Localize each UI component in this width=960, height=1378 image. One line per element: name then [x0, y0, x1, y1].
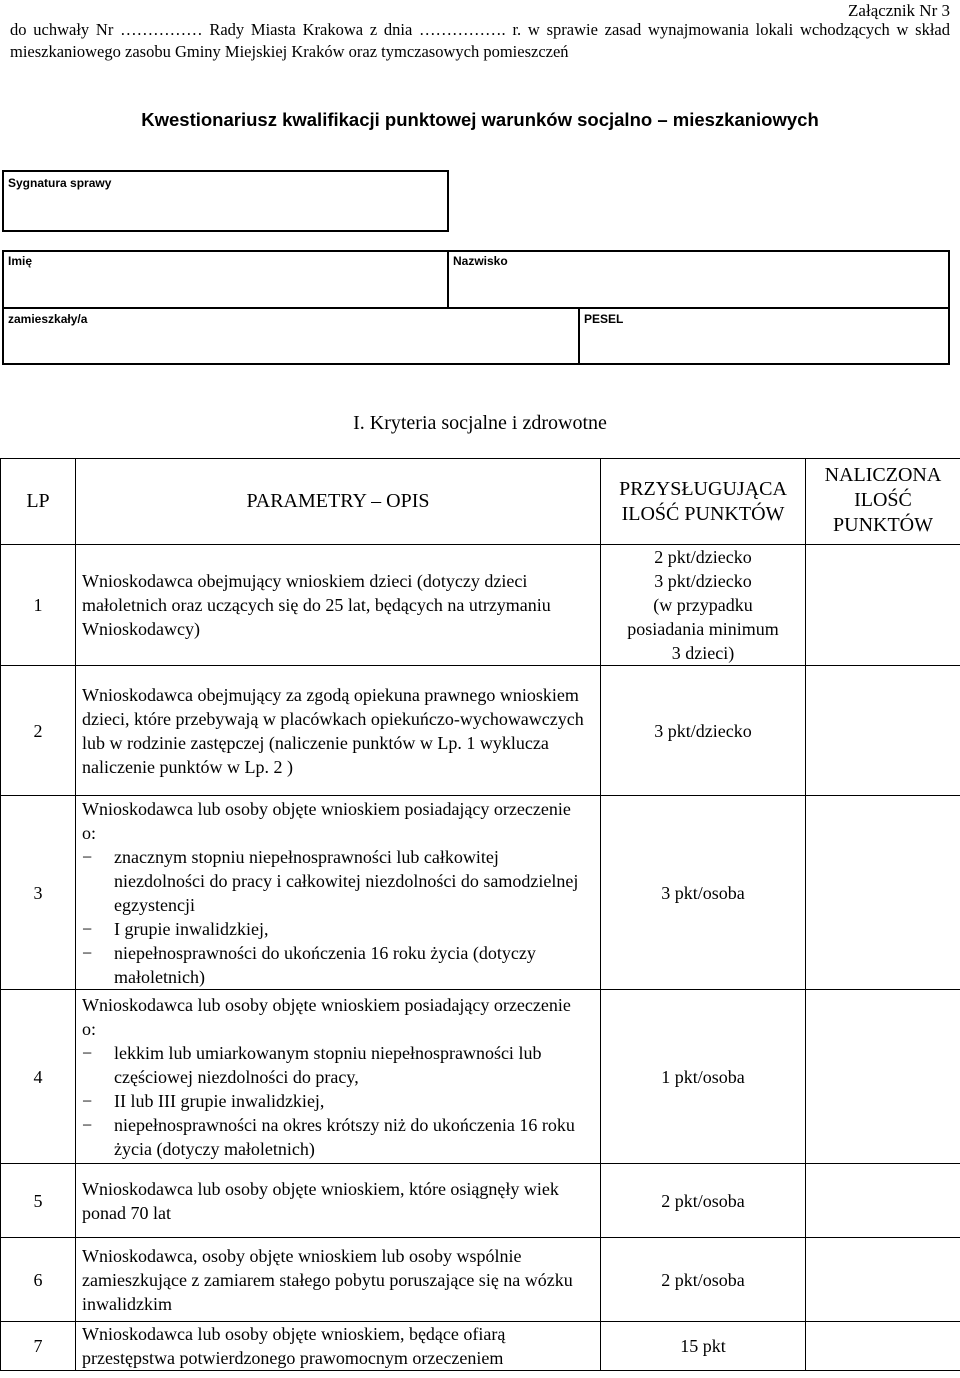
criterion-intro: Wnioskodawca obejmujący za zgodą opiekuna prawnego wnioskiem dzieci, które przebywają w placówkach opiekuńczo-wychowawczych lub w rodzinie zastępczej (naliczenie punktów w Lp. 1 wyklucza naliczenie punktów w Lp. 2 ) [82, 684, 584, 777]
criterion-description [76, 666, 601, 796]
criterion-item [82, 1113, 594, 1161]
criterion-item-text: znacznym stopniu niepełnosprawności lub całkowitej niezdolności do pracy i całkowitej niezdolności do samodzielnej egzystencji [114, 846, 579, 915]
points-line: 1 pkt/osoba [661, 1066, 745, 1087]
points-available [601, 1322, 806, 1371]
dash-bullet-icon: − [82, 918, 93, 939]
points-line: 2 pkt/dziecko [654, 547, 752, 567]
pesel-divider [578, 307, 580, 365]
table-row [1, 990, 960, 1164]
case-signature-label: Sygnatura sprawy [8, 176, 112, 190]
criterion-intro: Wnioskodawca obejmujący wnioskiem dzieci (dotyczy dzieci małoletnich oraz uczących się do 25 lat, będących na utrzymaniu Wnioskodawcy) [82, 571, 551, 639]
dash-bullet-icon: − [82, 1042, 93, 1063]
criterion-item-text: lekkim lub umiarkowanym stopniu niepełnosprawności lub częściowej niezdolności do pracy, [114, 1042, 542, 1087]
header-description: PARAMETRY – OPIS [76, 459, 601, 545]
header-lp: LP [1, 459, 76, 545]
table-row [1, 796, 960, 990]
points-line: (w przypadku [653, 595, 753, 615]
row-number: 3 [1, 796, 76, 990]
last-name-field[interactable] [451, 252, 947, 306]
criterion-item [82, 1089, 594, 1113]
row-number: 2 [1, 666, 76, 796]
criterion-item-text: niepełnosprawności do ukończenia 16 roku życia (dotyczy małoletnich) [114, 942, 536, 987]
points-line: 3 pkt/dziecko [654, 571, 752, 591]
attachment-number: Załącznik Nr 3 [848, 1, 950, 20]
criterion-intro: Wnioskodawca lub osoby objęte wnioskiem posiadający orzeczenie o: [82, 798, 571, 843]
criterion-intro: Wnioskodawca lub osoby objęte wnioskiem, będące ofiarą przestępstwa potwierdzonego prawomocnym orzeczeniem [82, 1324, 506, 1368]
row-number: 4 [1, 990, 76, 1164]
pesel-field[interactable] [582, 310, 948, 363]
points-line: 2 pkt/osoba [661, 1190, 745, 1211]
criterion-intro: Wnioskodawca lub osoby objęte wnioskiem posiadający orzeczenie o: [82, 994, 571, 1039]
points-calculated-field[interactable] [806, 666, 960, 796]
criterion-description [76, 796, 601, 990]
points-calculated-field[interactable] [806, 990, 960, 1164]
points-calculated-field[interactable] [806, 1322, 960, 1371]
points-calculated-field[interactable] [806, 1238, 960, 1322]
criterion-description [76, 1238, 601, 1322]
table-row [1, 1322, 960, 1371]
row-number: 7 [1, 1322, 76, 1371]
row-number: 1 [1, 545, 76, 666]
pesel-label: PESEL [584, 312, 624, 326]
residing-field[interactable] [4, 310, 576, 363]
dash-bullet-icon: − [82, 1090, 93, 1111]
points-available [601, 545, 806, 666]
table-row [1, 1164, 960, 1238]
criterion-description [76, 545, 601, 666]
points-line: 2 pkt/osoba [661, 1269, 745, 1290]
criterion-item [82, 917, 594, 941]
criterion-item-text: I grupie inwalidzkiej, [114, 918, 269, 939]
header-calculated: NALICZONA ILOŚĆ PUNKTÓW [806, 459, 960, 545]
section-title: I. Kryteria socjalne i zdrowotne [353, 412, 607, 434]
name-divider [447, 250, 449, 308]
criterion-item-text: niepełnosprawności na okres krótszy niż do ukończenia 16 roku życia (dotyczy małoletnich) [114, 1114, 575, 1159]
criterion-item [82, 1041, 594, 1089]
points-calculated-field[interactable] [806, 796, 960, 990]
points-calculated-field[interactable] [806, 545, 960, 666]
residing-label: zamieszkały/a [8, 312, 88, 326]
criterion-item-text: II lub III grupie inwalidzkiej, [114, 1090, 325, 1111]
points-line: posiadania minimum [627, 619, 779, 639]
first-name-label: Imię [8, 254, 33, 268]
last-name-label: Nazwisko [453, 254, 508, 268]
points-line: 3 dzieci) [671, 643, 735, 663]
points-available [601, 990, 806, 1164]
points-available [601, 796, 806, 990]
row-number: 5 [1, 1164, 76, 1238]
points-line: 3 pkt/osoba [661, 882, 745, 903]
points-line: 3 pkt/dziecko [654, 720, 752, 741]
row-number: 6 [1, 1238, 76, 1322]
criteria-table [0, 458, 960, 1371]
table-row [1, 666, 960, 796]
criterion-item [82, 845, 594, 917]
dash-bullet-icon: − [82, 942, 93, 963]
dash-bullet-icon: − [82, 1114, 93, 1135]
criterion-intro: Wnioskodawca, osoby objęte wnioskiem lub osoby wspólnie zamieszkujące z zamiarem stałego pobytu poruszające się na wózku inwalidzkim [82, 1245, 573, 1314]
dash-bullet-icon: − [82, 846, 93, 867]
first-name-field[interactable] [4, 252, 445, 306]
criterion-description [76, 1164, 601, 1238]
personal-data-divider [2, 307, 950, 309]
points-calculated-field[interactable] [806, 1164, 960, 1238]
table-row [1, 545, 960, 666]
points-line: 15 pkt [680, 1336, 726, 1356]
criterion-description [76, 990, 601, 1164]
table-row [1, 1238, 960, 1322]
document-title: Kwestionariusz kwalifikacji punktowej warunków socjalno – mieszkaniowych [141, 109, 819, 130]
criterion-intro: Wnioskodawca lub osoby objęte wnioskiem, które osiągnęły wiek ponad 70 lat [82, 1178, 559, 1223]
points-available [601, 1238, 806, 1322]
criterion-description [76, 1322, 601, 1371]
resolution-reference: do uchwały Nr …………… Rady Miasta Krakowa z dnia ……………. r. w sprawie zasad wynajmowania lokali wchodzących w skład mieszkaniowego zasobu Gminy Miejskiej Kraków oraz tymczasowych pomieszczeń [10, 20, 950, 61]
points-available [601, 1164, 806, 1238]
points-available [601, 666, 806, 796]
header-points: PRZYSŁUGUJĄCA ILOŚĆ PUNKTÓW [601, 459, 806, 545]
criterion-item [82, 941, 594, 989]
